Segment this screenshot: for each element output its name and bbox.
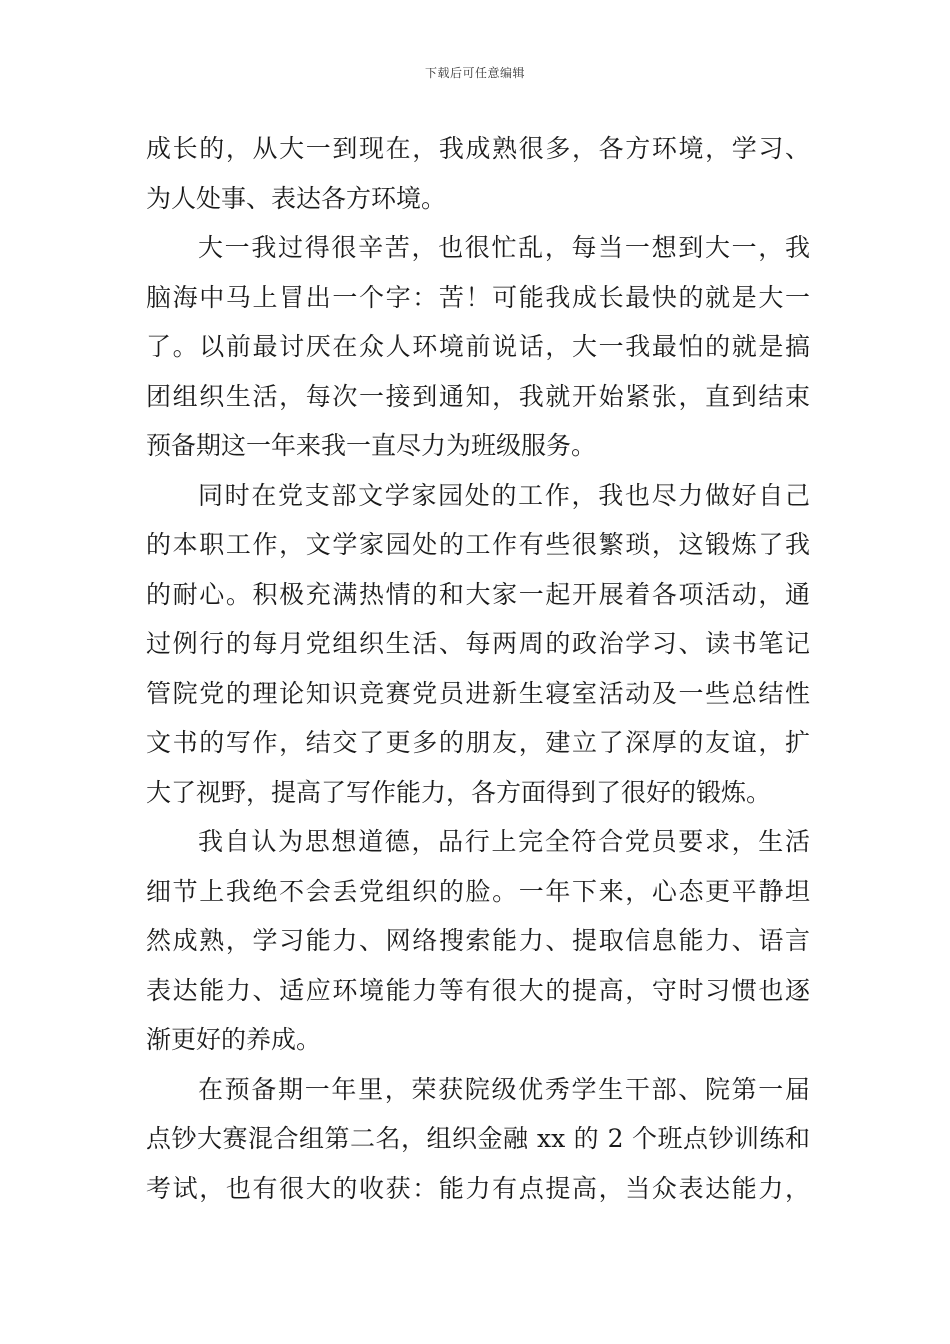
paragraph-line: 的本职工作，文学家园处的工作有些很繁琐，这锻炼了我 [146,530,810,559]
page-header: 下载后可任意编辑 [424,66,525,80]
paragraph-line: 的耐心。积极充满热情的和大家一起开展着各项活动，通 [146,579,810,609]
paragraph-line: 考试，也有很大的收获：能力有点提高，当众表达能力， [146,1173,810,1203]
paragraph-line: 渐更好的养成。 [146,1025,322,1054]
paragraph-line: 管院党的理论知识竞赛党员进新生寝室活动及一些总结性 [146,678,810,708]
document-body [146,124,810,1213]
paragraph-line: 大了视野，提高了写作能力，各方面得到了很好的锻炼。 [146,777,772,807]
paragraph-line: 大一我过得很辛苦，也很忙乱，每当一想到大一，我 [198,233,810,262]
paragraph-line: 在预备期一年里，荣获院级优秀学生干部、院第一届 [198,1074,810,1104]
paragraph-line: 细节上我绝不会丢党组织的脸。一年下来，心态更平静坦 [146,876,810,906]
paragraph-line: 然成熟，学习能力、网络搜索能力、提取信息能力、语言 [146,926,810,955]
paragraph-line: 预备期这一年来我一直尽力为班级服务。 [146,431,597,460]
paragraph-line: 表达能力、适应环境能力等有很大的提高，守时习惯也逐 [146,975,810,1005]
paragraph-line: 脑海中马上冒出一个字：苦！可能我成长最快的就是大一 [146,282,810,312]
paragraph-line: 文书的写作，结交了更多的朋友，建立了深厚的友谊，扩 [146,728,810,757]
paragraph-line: 成长的，从大一到现在，我成熟很多，各方环境，学习、 [146,134,810,163]
paragraph-line: 点钞大赛混合组第二名，组织金融 xx 的 2 个班点钞训练和 [146,1124,810,1153]
paragraph-line: 团组织生活，每次一接到通知，我就开始紧张，直到结束 [146,381,810,411]
paragraph-line: 为人处事、表达各方环境。 [146,183,447,213]
paragraph-line: 我自认为思想道德，品行上完全符合党员要求，生活 [198,827,810,856]
paragraph-line: 了。以前最讨厌在众人环境前说话，大一我最怕的就是搞 [146,332,810,361]
paragraph-line: 过例行的每月党组织生活、每两周的政治学习、读书笔记 [146,629,810,658]
paragraph-line: 同时在党支部文学家园处的工作，我也尽力做好自己 [198,480,810,510]
